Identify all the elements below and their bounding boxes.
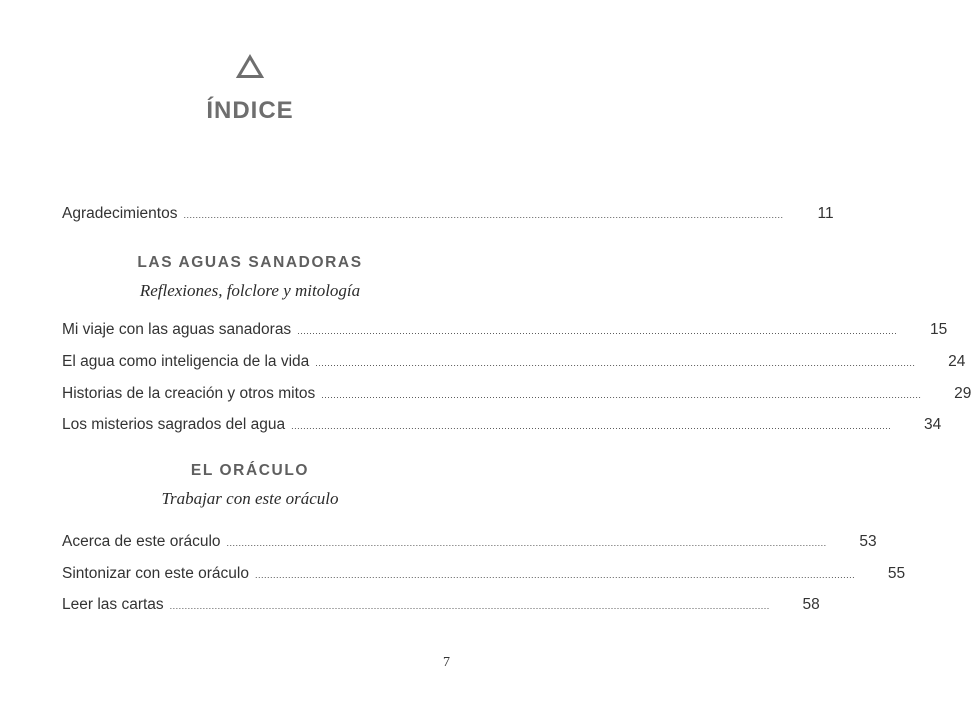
section-subtitle: Trabajar con este oráculo [161, 489, 339, 508]
toc-entry-label: Mi viaje con las aguas sanadoras [62, 321, 292, 338]
triangle-icon [237, 55, 263, 78]
toc-entry-page: 24 [948, 353, 966, 370]
toc-entry-label: Historias de la creación y otros mitos [62, 385, 316, 402]
dot-leader: ........................................................................................................................................................................................................ [183, 210, 784, 220]
toc-entry-label: El agua como inteligencia de la vida [62, 353, 310, 370]
toc-entry-page: 29 [954, 385, 971, 402]
section-title: EL ORÁCULO [190, 462, 310, 479]
dot-leader: ........................................................................................................................................................................................................ [291, 421, 892, 431]
section-subtitle: Reflexiones, folclore y mitología [139, 281, 361, 300]
dot-leader: ........................................................................................................................................................................................................ [169, 601, 770, 611]
toc-entry [62, 565, 906, 583]
toc-entry-label: Acerca de este oráculo [62, 533, 221, 550]
section-title: LAS AGUAS SANADORAS [137, 254, 363, 271]
toc-entry-page: 34 [924, 416, 942, 433]
page-title: ÍNDICE [206, 97, 294, 124]
toc-entry [62, 205, 834, 223]
dot-leader: ........................................................................................................................................................................................................ [254, 570, 856, 580]
toc-entry [62, 596, 820, 614]
dot-leader: ........................................................................................................................................................................................................ [315, 358, 916, 368]
toc-entry [62, 353, 966, 371]
dot-leader: ........................................................................................................................................................................................................ [226, 538, 827, 548]
toc-entry [62, 533, 877, 551]
toc-entry-label: Leer las cartas [62, 596, 164, 613]
toc-entry-page: 53 [859, 533, 877, 550]
toc-entry [62, 385, 971, 403]
dot-leader: ........................................................................................................................................................................................................ [321, 390, 922, 400]
toc-entry-page: 58 [802, 596, 820, 613]
toc-entry-page: 15 [930, 321, 948, 338]
toc-entry [62, 416, 942, 434]
toc-entry-label: Agradecimientos [62, 205, 178, 222]
toc-entry [62, 321, 948, 339]
toc-entry-label: Sintonizar con este oráculo [62, 565, 249, 582]
dot-leader: ........................................................................................................................................................................................................ [297, 326, 898, 336]
page-number: 7 [443, 655, 450, 670]
toc-entry-page: 11 [817, 205, 834, 222]
toc-entry-page: 55 [887, 565, 906, 582]
toc-entry-label: Los misterios sagrados del agua [62, 416, 286, 433]
